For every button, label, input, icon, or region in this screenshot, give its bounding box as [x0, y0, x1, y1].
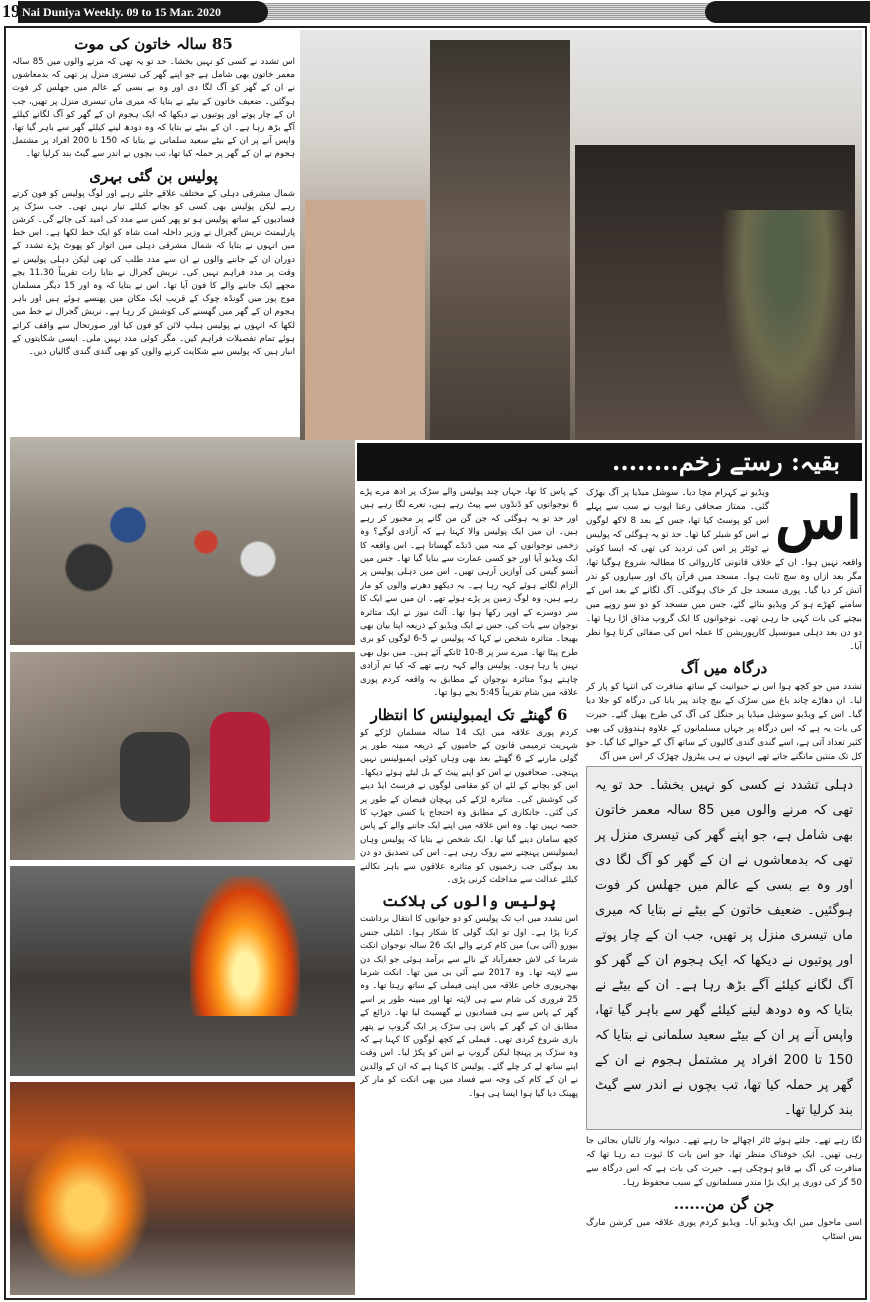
paragraph: اس تشدد نے کسی کو نہیں بخشا۔ حد تو یہ تھی کہ مرنے والوں میں 85 سالہ معمر خاتون بھی شامل ہے جو اپنے گھر کی تیسری منزل پر تھی کہ بدمعاشوں نے ان کے گھر کو آگ لگا دی اور وہ بے بسی کے عالم میں جھلس کر فوت ہوگئیں۔ ضعیف خاتون کے بیٹے نے بتایا کہ میری ماں تیسری منزل پر تھیں، جب ان کے چار پوتے اور پوتیوں نے دیکھا کہ ایک ہجوم ان کے گھر کو آگ لگانے کیلئے آگے بڑھ رہا ہے۔ ان کے بیٹے نے بتایا کہ وہ دودھ لینے کیلئے گھر سے باہر گیا تھا، واپس آنے پر ان کے بیٹے سعید سلمانی نے بتایا کہ 150 تا 200 افراد پر مشتمل ہجوم نے ان کے گھر پر حملہ کیا تھا، تب بچوں نے اندر سے گیٹ بند کرلیا تھا۔ — [12, 57, 295, 160]
photo-rioters-street — [10, 437, 355, 645]
middle-article — [360, 486, 578, 1294]
drop-cap: اس — [775, 486, 862, 552]
publication-title: Nai Duniya Weekly. 09 to 15 Mar. 2020 — [18, 1, 268, 23]
paragraph: لگا رہے تھے۔ جلتے ہوئے ٹائر اچھالے جا رہے تھے۔ دیوانہ وار تالیاں بجائی جا رہی تھیں۔ ایک خوفناک منظر تھا، جو اس بات کا ثبوت دے رہا تھا کہ منافرت کی آگ بے قابو ہوچکی ہے۔ حیرت کی بات ہے کہ اس درگاہ سے 50 گز کی دوری پر ایک بڑا مندر مسلمانوں کے سبب محفوظ رہا۔ — [586, 1136, 862, 1188]
heading-jana-gana-mana: جن گن من...... — [673, 1195, 775, 1213]
right-article — [586, 486, 862, 1296]
paragraph: شمال مشرقی دہلی کے مختلف علاقے جلتے رہے اور لوگ پولیس کو فون کرتے رہے لیکن پولیس بھی کسی کو بچانے کیلئے تیار نہیں تھی۔ جب سڑک پر فسادیوں کے ساتھ پولیس ہو تو پھر کس سے مدد کی امید کی جائے گی۔ کرشن پارلیمنٹ نریش گجرال نے وزیر داخلہ امت شاہ کو ایک خط لکھا ہے۔ اس خط میں انہوں نے بتایا کہ شمال مشرقی دہلی میں اتوار کو پھوٹ پڑے تشدد کے دوران ان کے جاننے والوں نے ان سے مدد طلب کی تھی لیکن دہلی پولیس نے وقت پر مدد فراہم نہیں کی۔ نریش گجرال نے بتایا رات تقریباً 11.30 بجے مجھے ایک جاننے والے کا فون آیا تھا۔ اس نے بتایا کہ وہ اور 15 دیگر مسلمان موج پور میں گونڈہ چوک کے قریب ایک مکان میں پھنسے ہوئے ہیں اور باہر ہجوم ان کے گھر میں گھسنے کی کوشش کر رہا ہے۔ نریش گجرال نے خط میں لکھا کہ انہوں نے پولیس ہیلپ لائن کو فون کیا اور صورتحال سے واقف کراتے ہوئے تمام تفصیلات فراہم کیں۔ مگر کوئی مدد نہیں ملی۔ ایسی شکایتوں کے انبار ہیں کہ پولیس سے شکایت کرنے والوں کو بھی گندی گندی گالیاں دیں۔ — [12, 188, 295, 358]
page-header — [0, 0, 870, 24]
paragraph: اسی ماحول میں ایک ویڈیو آیا۔ ویڈیو کردم پوری علاقہ میں کرشن مارگ بس اسٹاپ — [586, 1218, 862, 1242]
heading-ambulance-wait: 6 گھنٹے تک ایمبولینس کا انتظار — [370, 705, 568, 724]
heading-old-woman: 85 سالہ خاتون کی موت — [74, 35, 233, 53]
continuation-headline: بقیہ: رستے زخم........ — [357, 443, 862, 481]
highlight-box: دہلی تشدد نے کسی کو نہیں بخشا۔ حد تو یہ تھی کہ مرنے والوں میں 85 سالہ معمر خاتون بھی شامل ہے، جو اپنے گھر کی تیسری منزل پر تھی کہ بدمعاشوں نے ان کے گھر کو آگ لگا دی اور وہ بے بسی کے عالم میں جھلس کر فوت ہوگئیں۔ ضعیف خاتون کے بیٹے نے بتایا کہ میری ماں تیسری منزل پر تھیں، جب ان کے چار پوتے اور پوتیوں نے دیکھا کہ ایک ہجوم ان کے گھر کو آگ لگانے کیلئے آگے بڑھ رہا ہے۔ ان کے بیٹے نے بتایا کہ وہ دودھ لینے کیلئے گھر سے باہر گیا تھا، واپس آنے پر ان کے بیٹے سعید سلمانی نے بتایا کہ 150 تا 200 افراد پر مشتمل ہجوم نے ان کے گھر پر حملہ کیا تھا، تب بچوں نے اندر سے گیٹ بند کرلیا تھا۔ — [586, 766, 862, 1130]
paragraph: کے پاس کا تھا، جہاں چند پولیس والے سڑک پر ادھ مرے پڑے 6 نوجوانوں کو ڈنڈوں سے پیٹ رہے ہیں، نعرے لگا رہے ہیں اور حد تو یہ ہوگئی کہ جن گن من گانے پر مجبور کر رہے ہیں۔ ان میں ایک پولیس والا کہتا ہے کہ آزادی لوگے؟ وہ زخمی نوجوانوں کے منہ میں ڈنڈے گھساتا ہے۔ اس واقعہ کا ایک ویڈیو آیا اور جو کسی عمارت سے بنایا گیا تھا۔ جس میں آنسو گیس کی آوازیں آرہی تھیں۔ اس میں دہلی پولیس پر الزام لگاتے ہوئے کہہ رہا ہے۔ یہ دیکھو دھرنے والوں کو مار رہے ہیں، وہ لوگ زمین پر پڑے ہوئے تھے۔ ان میں سے ایک کا سر دوسرے کے اوپر رکھا ہوا تھا۔ آلٹ نیوز نے ایک متاثرہ نوجوان سے بات کی، جس نے ایک ویڈیو کے ذریعہ اپنا بیان بھی بھیجا۔ متاثرہ شخص نے کہا کہ پولیس نے 5-6 لوگوں کو بری طرح پیٹا تھا۔ میرے سر پر 8-10 ٹانکے آئے ہیں۔ میں بول بھی نہیں پا رہا ہوں۔ پولیس والے کہہ رہے تھے کہ کیا تم آزادی چاہتے ہو؟ متاثرہ نوجوان کے مطابق یہ واقعہ کردم پوری علاقہ میں شام تقریباً 5:45 بجے ہوا تھا۔ — [360, 487, 578, 699]
header-right-pill — [705, 1, 870, 23]
paragraph: کردم پوری علاقہ میں ایک 14 سالہ مسلمان لڑکے کو شہریت ترمیمی قانون کے حامیوں کے ذریعہ مبینہ طور پر گولی مارنے کے 6 گھنٹے بعد بھی وہاں کوئی ایمبولینس نہیں پہنچی۔ صحافیوں نے اس کو اپنے پیٹ کے بل لیٹے ہوئے دیکھا۔ اس کو بچانے کے لئے ان کو مقامی لوگوں نے فرسٹ ایڈ دینے کی کوشش کی۔ متاثرہ لڑکے کی پہچان فیضان کے طور پر کی گئی۔ جانکاری کے مطابق وہ احتجاج یا کسی جھڑپ کا حصہ نہیں تھا۔ وہ اس علاقہ میں اپنے ایک جاننے والے کے پاس کچھ سامان دینے گیا تھا۔ ایک شخص نے بتایا کہ پولیس وہاں ایمبولینس پہنچنے سے روک رہی ہے۔ اس کی تصدیق دو دن بعد ہوگئی جب زخمیوں کو متاثرہ علاقوں سے باہر نکالنے کیلئے عدالت سے مداخلت کرنی پڑی۔ — [360, 727, 578, 885]
photo-burnt-buildings-police — [300, 30, 862, 440]
heading-police-deaths: پولیس والوں کی ہلاکت — [382, 892, 556, 911]
heading-dargah-fire: درگاہ میں آگ — [680, 659, 768, 677]
header-stripe — [262, 3, 712, 20]
photo-burning-shops — [10, 1082, 355, 1295]
left-article — [12, 32, 295, 432]
paragraph: اس ویڈیو نے کہرام مچا دیا۔ سوشل میڈیا پر آگ بھڑک گئی۔ ممتاز صحافی رعنا ایوب نے سب سے پہلے اس کو پوسٹ کیا تھا، جس کے بعد 8 لاکھ لوگوں نے اس کو شیئر کیا تھا۔ حد تو یہ ہوگئی کہ پولیس نے ٹوئٹر پر اس کی تردید کی تھی کہ ایسا کوئی واقعہ نہیں ہوا۔ ان کے خلاف قانونی کارروائی کا مطالبہ شروع ہوگیا تھا، مگر بعد ازاں وہ سچ ثابت ہوا۔ مسجد میں قرآن پاک اور سپاروں کو نذر آتش کر دیا گیا۔ پوری مسجد جل کر خاک ہوگئی۔ آگ لگانے کے بعد اس کے سامنے کھڑے ہو کر ویڈیو بنائے گئے، جس میں مسجد کو دو سو روپے میں بیچنے کی بات کہی جا رہی تھی۔ نوجوانوں کا ایک گروپ مذاق اڑا رہا تھا۔ دو دن بعد دہلی میونسپل کارپوریشن کا عملہ اس کی صفائی کرتا ہوا نظر آیا۔ — [586, 486, 862, 652]
paragraph: تشدد میں جو کچھ ہوا اس نے حیوانیت کے ساتھ منافرت کی انتہا کو پار کر لیا۔ ان دھاڑے چاند باغ میں سڑک کے بیچ چاند پیر بابا کی درگاہ کو جلا دیا گیا۔ اس کے ویڈیو سوشل میڈیا پر جنگل کی آگ کی طرح پھیل گئے۔ حیرت کی بات یہ ہے کہ اس درگاہ پر جہاں مسلمانوں کے علاوہ ہندوؤں کی بھی کثیر تعداد آتی ہے، اسے گندی گندی گالیوں کے ساتھ آگ کے حوالے کیا گیا۔ جو کل تک منتیں مانگنے جاتے تھے انہوں نے ہی پیٹرول چھڑک کر اس میں آگ — [586, 682, 862, 762]
heading-police-deaf: پولیس بن گئی بہری — [89, 166, 218, 185]
page-number: 19 — [2, 1, 20, 21]
photo-vehicle-fire — [10, 866, 355, 1076]
photo-family-ruins — [10, 652, 355, 860]
paragraph: اس تشدد میں اب تک پولیس کو دو جوانوں کا انتقال برداشت کرنا پڑا ہے۔ اول تو ایک گولی کا شکار ہوا۔ انٹیلی جنس بیورو (آئی بی) میں کام کرنے والے ایک 26 سالہ نوجوان انکت شرما کی لاش جعفرآباد کے نالے سے برآمد ہوئی جو ایک دن سے لاپتہ تھا۔ وہ 2017 سے آئی بی میں تھا۔ انکت شرما بھجرپوری خاص علاقہ میں اپنی فیملی کے ساتھ رہتا تھا۔ وہ 25 فروری کی شام سے ہی لاپتہ تھا اور مبینہ طور پر اسے گھر کے پاس سے ہی فسادیوں نے گھسیٹ لیا تھا۔ ذرائع کے مطابق ان کے گھر کے پاس ہی سڑک پر ایک گروپ نے پتھر بازی شروع کردی تھی۔ فیملی کے کچھ لوگوں کا کہنا ہے کہ وہ سڑک پر پہنچا لیکن گروپ نے اس کو پکڑ لیا۔ اس وقت اپنے ساتھ لے کر چلے گئے۔ پولیس کا کہنا ہے کہ ان کے والدین نے ان کے کام کی وجہ سے فساد میں بھی انکت کو مار کر پھینک دیا گیا ہوا ایسا ہی ہوا۔ — [360, 914, 578, 1099]
